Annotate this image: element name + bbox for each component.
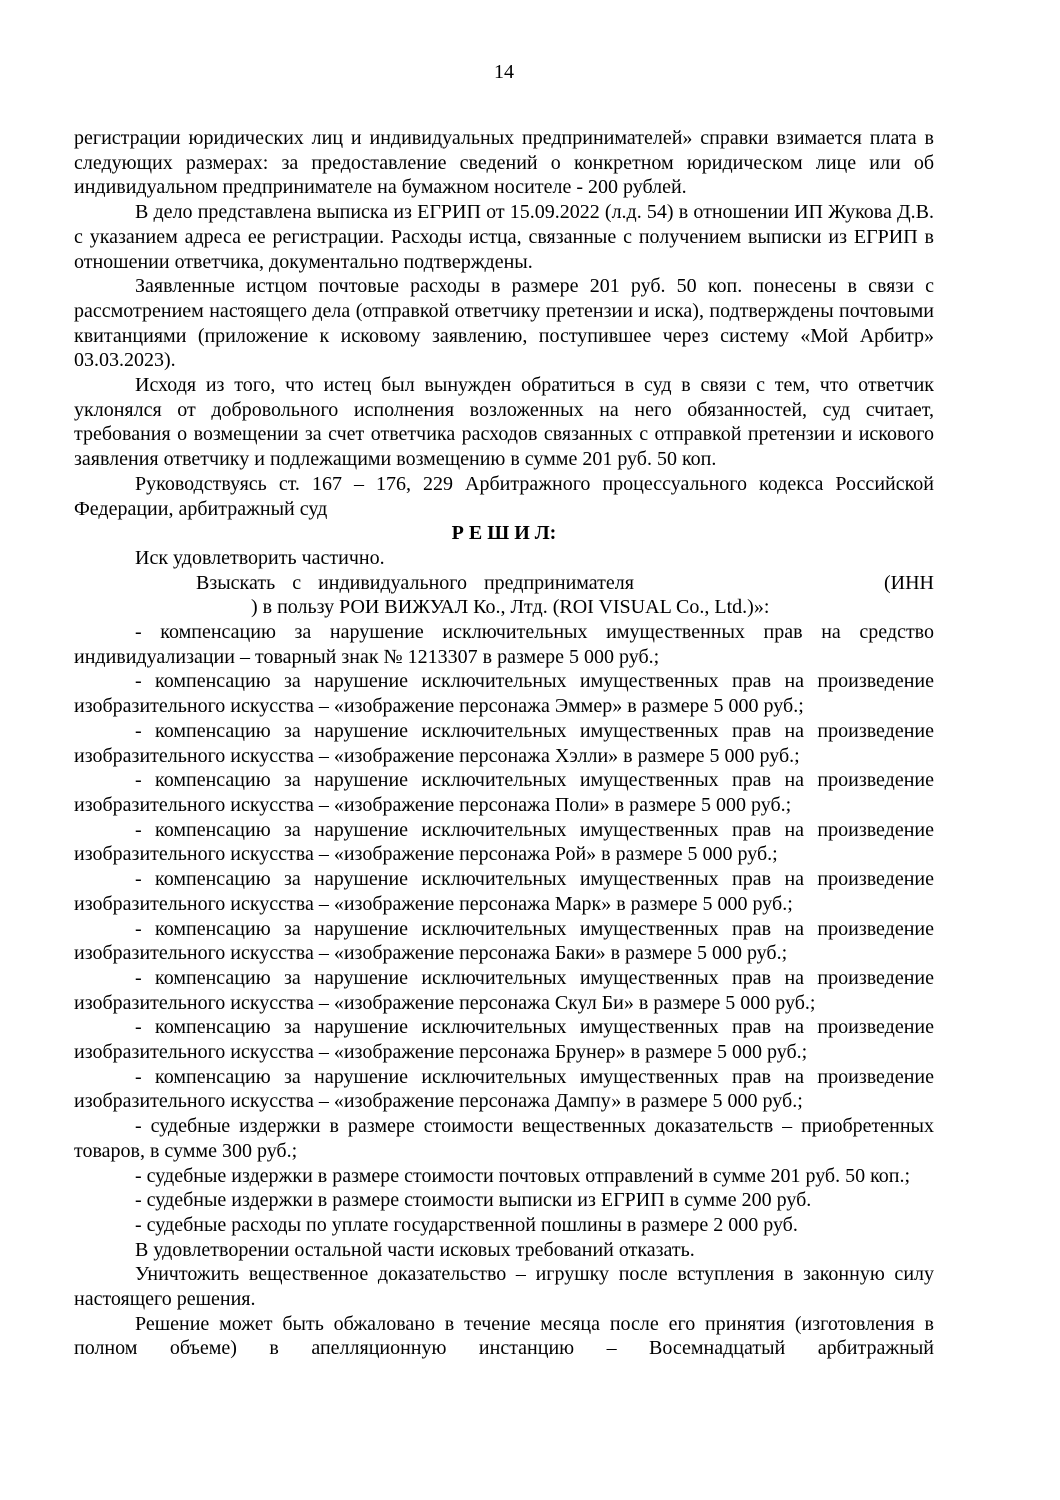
award-item: - компенсацию за нарушение исключительных имущественных прав на произведение изобразительного искусства – «изображение персонажа Хэлли» в размере 5 000 руб.; <box>74 719 934 767</box>
award-item: - компенсацию за нарушение исключительных имущественных прав на произведение изобразительного искусства – «изображение персонажа Баки» в размере 5 000 руб.; <box>74 917 934 965</box>
recovery-line2: ) в пользу РОИ ВИЖУАЛ Ко., Лтд. (ROI VISUAL Co., Ltd.)»: <box>251 596 770 619</box>
recovery-line1-text: Взыскать с индивидуального предпринимателя <box>196 571 634 594</box>
redaction-gap <box>634 571 823 596</box>
award-item: - компенсацию за нарушение исключительных имущественных прав на произведение изобразительного искусства – «изображение персонажа Эммер» в размере 5 000 руб.; <box>74 670 934 718</box>
closing-paragraph: Уничтожить вещественное доказательство – игрушку после вступления в законную силу настоящего решения. <box>74 1263 934 1311</box>
award-item: - судебные расходы по уплате государственной пошлины в размере 2 000 руб. <box>135 1213 798 1236</box>
closing-paragraph: В удовлетворении остальной части исковых требований отказать. <box>135 1238 695 1261</box>
award-item: - компенсацию за нарушение исключительных имущественных прав на произведение изобразительного искусства – «изображение персонажа Рой» в размере 5 000 руб.; <box>74 818 934 866</box>
award-item: - компенсацию за нарушение исключительных имущественных прав на произведение изобразительного искусства – «изображение персонажа Брунер» в размере 5 000 руб.; <box>74 1016 934 1064</box>
recovery-line1 <box>74 571 934 596</box>
award-item: - компенсацию за нарушение исключительных имущественных прав на произведение изобразительного искусства – «изображение персонажа Поли» в размере 5 000 руб.; <box>74 769 934 816</box>
body-paragraph: Руководствуясь ст. 167 – 176, 229 Арбитражного процессуального кодекса Российской Федерации, арбитражный суд <box>74 472 934 520</box>
award-item: - компенсацию за нарушение исключительных имущественных прав на произведение изобразительного искусства – «изображение персонажа Скул Би» в размере 5 000 руб.; <box>74 966 934 1014</box>
body-paragraph: Заявленные истцом почтовые расходы в размере 201 руб. 50 коп. понесены в связи с рассмотрением настоящего дела (отправкой ответчику претензии и иска), подтверждены почтовыми квитанциями (приложение к исковому заявлению, поступившее через систему «Мой Арбитр» 03.03.2023). <box>74 275 934 372</box>
page-number: 14 <box>494 61 514 83</box>
document-body <box>74 126 934 1361</box>
closing-paragraph: Решение может быть обжаловано в течение месяца после его принятия (изготовления в полном объеме) в апелляционную инстанцию – Восемнадцатый арбитражный <box>74 1312 934 1360</box>
resolution-heading: Р Е Ш И Л: <box>451 522 557 545</box>
award-item: - компенсацию за нарушение исключительных имущественных прав на произведение изобразительного искусства – «изображение персонажа Дампу» в размере 5 000 руб.; <box>74 1065 934 1113</box>
body-paragraph: регистрации юридических лиц и индивидуальных предпринимателей» справки взимается плата в следующих размерах: за предоставление сведений о конкретном юридическом лице или об индивидуальном предпринимателе на бумажном носителе - 200 рублей. <box>74 127 934 199</box>
body-paragraph: В дело представлена выписка из ЕГРИП от 15.09.2022 (л.д. 54) в отношении ИП Жукова Д.В. с указанием адреса ее регистрации. Расходы истца, связанные с получением выписки из ЕГРИП в отношении ответчика, документально подтверждены. <box>74 201 934 273</box>
award-item: - судебные издержки в размере стоимости вещественных доказательств – приобретенных товаров, в сумме 300 руб.; <box>74 1115 934 1162</box>
recovery-paragraph <box>74 571 934 620</box>
award-item: - судебные издержки в размере стоимости почтовых отправлений в сумме 201 руб. 50 коп.; <box>135 1164 911 1187</box>
award-item: - компенсацию за нарушение исключительных имущественных прав на произведение изобразительного искусства – «изображение персонажа Марк» в размере 5 000 руб.; <box>74 868 934 915</box>
inn-label: (ИНН <box>884 571 934 594</box>
award-item: - судебные издержки в размере стоимости выписки из ЕГРИП в сумме 200 руб. <box>135 1189 812 1212</box>
award-item: - компенсацию за нарушение исключительных имущественных прав на средство индивидуализации – товарный знак № 1213307 в размере 5 000 руб.; <box>74 621 934 668</box>
decision-intro: Иск удовлетворить частично. <box>135 546 385 569</box>
body-paragraph: Исходя из того, что истец был вынужден обратиться в суд в связи с тем, что ответчик уклонялся от добровольного исполнения возложенных на него обязанностей, суд считает, требования о возмещении за счет ответчика расходов связанных с отправкой претензии и искового заявления ответчику и подлежащими возмещению в сумме 201 руб. 50 коп. <box>74 374 934 471</box>
